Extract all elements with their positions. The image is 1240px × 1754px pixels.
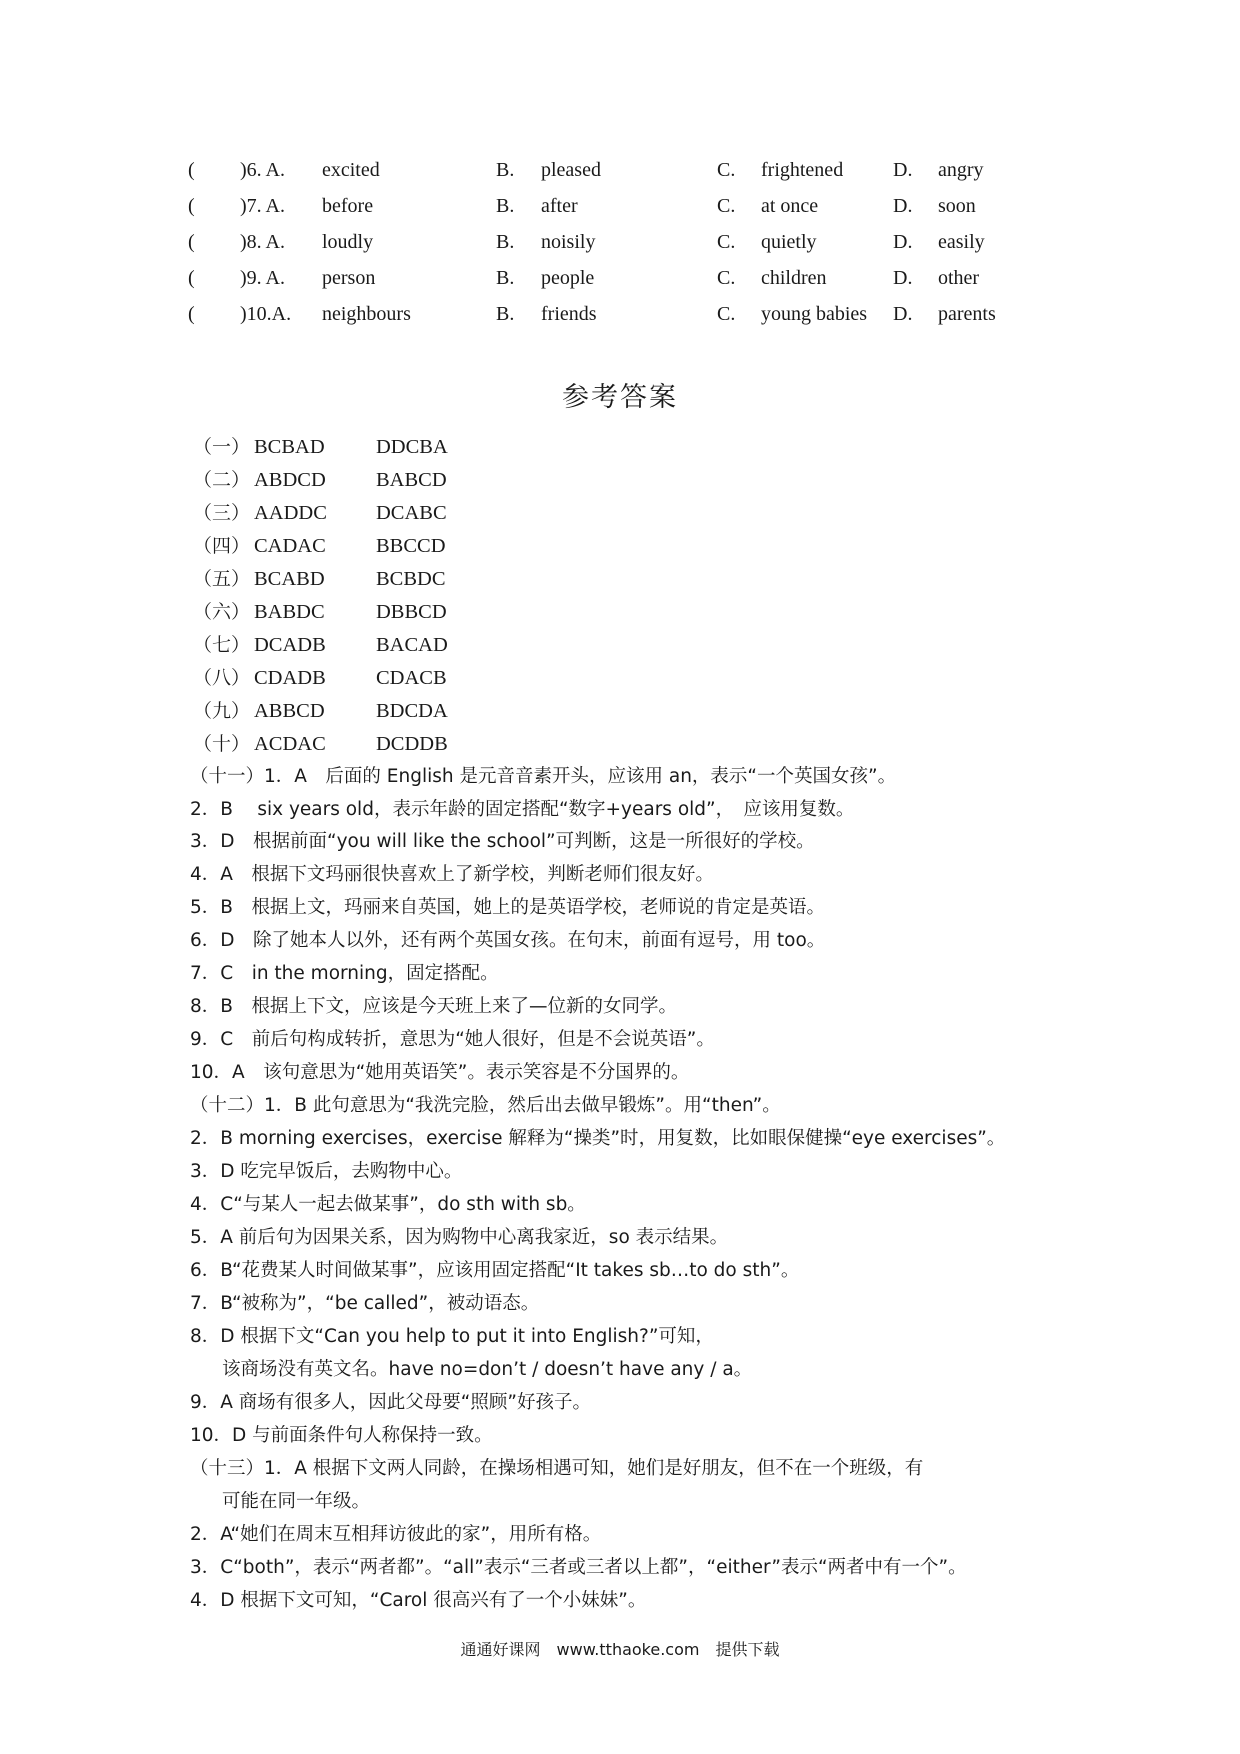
- answer-group-label: （二）: [193, 469, 251, 491]
- answer-group-second: DCABC: [376, 502, 447, 524]
- option-b-label: B.: [496, 195, 515, 217]
- answer-group-first: AADDC: [254, 502, 327, 524]
- explanation-line: 3．C“both”，表示“两者都”。“all”表示“三者或三者以上都”，“either”表示“两者中有一个”。: [190, 1557, 967, 1578]
- answer-group-second: BDCDA: [376, 700, 448, 722]
- option-c: quietly: [761, 231, 817, 253]
- option-a: neighbours: [322, 303, 411, 325]
- option-c: frightened: [761, 159, 844, 181]
- question-paren: (: [188, 231, 195, 253]
- option-d: soon: [938, 195, 976, 217]
- answer-group-label: （四）: [193, 535, 251, 557]
- question-row: [0, 155, 1240, 185]
- answer-group-label: （九）: [193, 700, 251, 722]
- explanation-line: 3．D 根据前面“you will like the school”可判断，这是一所很好的学校。: [190, 831, 815, 852]
- explanation-line: 10．A 该句意思为“她用英语笑”。表示笑容是不分国界的。: [190, 1062, 690, 1083]
- explanation-line: 4．A 根据下文玛丽很快喜欢上了新学校，判断老师们很友好。: [190, 864, 714, 885]
- explanation-line: 4．C“与某人一起去做某事”，do sth with sb。: [190, 1194, 586, 1215]
- explanation-line: 8．D 根据下文“Can you help to put it into English?”可知，: [190, 1326, 714, 1347]
- page-footer: 通通好课网 www.tthaoke.com 提供下载: [460, 1640, 780, 1659]
- answer-group-first: ABBCD: [254, 700, 325, 722]
- option-c-label: C.: [717, 303, 736, 325]
- option-c: young babies: [761, 303, 868, 325]
- explanation-line: 3．D 吃完早饭后，去购物中心。: [190, 1161, 463, 1182]
- option-c: at once: [761, 195, 819, 217]
- answer-group-first: BCBAD: [254, 436, 325, 458]
- answer-group-row: [0, 596, 1240, 628]
- answer-group-row: [0, 629, 1240, 661]
- answer-group-first: BCABD: [254, 568, 325, 590]
- explanation-line: 5．A 前后句为因果关系，因为购物中心离我家近，so 表示结果。: [190, 1227, 729, 1248]
- answer-group-second: CDACB: [376, 667, 447, 689]
- explanation-line: 该商场没有英文名。have no=don’t / doesn’t have any / a。: [222, 1359, 753, 1380]
- question-number: )8. A.: [240, 231, 285, 253]
- option-d: angry: [938, 159, 984, 181]
- explanation-line: 8．B 根据上下文，应该是今天班上来了—位新的女同学。: [190, 996, 677, 1017]
- option-b: people: [541, 267, 595, 289]
- answer-key-title: 参考答案: [562, 382, 678, 413]
- answer-group-row: [0, 464, 1240, 496]
- explanation-line: 6．B“花费某人时间做某事”，应该用固定搭配“It takes sb…to do sth”。: [190, 1260, 800, 1281]
- answer-group-row: [0, 662, 1240, 694]
- option-c-label: C.: [717, 159, 736, 181]
- explanation-line: 6．D 除了她本人以外，还有两个英国女孩。在句末，前面有逗号，用 too。: [190, 930, 826, 951]
- question-row: [0, 191, 1240, 221]
- option-d-label: D.: [893, 231, 913, 253]
- answer-group-first: ACDAC: [254, 733, 326, 755]
- option-a: person: [322, 267, 376, 289]
- answer-group-row: [0, 431, 1240, 463]
- answer-group-row: [0, 530, 1240, 562]
- answer-group-first: CADAC: [254, 535, 326, 557]
- answer-group-first: ABDCD: [254, 469, 326, 491]
- option-d-label: D.: [893, 159, 913, 181]
- answer-group-label: （八）: [193, 667, 251, 689]
- option-a: loudly: [322, 231, 374, 253]
- option-b-label: B.: [496, 267, 515, 289]
- answer-group-first: BABDC: [254, 601, 325, 623]
- explanation-line: （十一）1．A 后面的 English 是元音音素开头，应该用 an，表示“一个英国女孩”。: [190, 766, 897, 787]
- explanation-line: （十二）1．B 此句意思为“我洗完脸，然后出去做早锻炼”。用“then”。: [190, 1095, 781, 1116]
- option-d-label: D.: [893, 303, 913, 325]
- explanation-line: 可能在同一年级。: [222, 1491, 371, 1512]
- explanation-line: 2．A“她们在周末互相拜访彼此的家”，用所有格。: [190, 1524, 602, 1545]
- question-paren: (: [188, 267, 195, 289]
- question-row: [0, 263, 1240, 293]
- answer-group-first: CDADB: [254, 667, 326, 689]
- question-number: )10.A.: [240, 303, 292, 325]
- option-c-label: C.: [717, 231, 736, 253]
- answer-group-label: （五）: [193, 568, 251, 590]
- option-c: children: [761, 267, 827, 289]
- question-row: [0, 299, 1240, 329]
- explanation-line: 7．B“被称为”，“be called”，被动语态。: [190, 1293, 540, 1314]
- explanation-line: 2．B morning exercises，exercise 解释为“操类”时，用复数，比如眼保健操“eye exercises”。: [190, 1128, 1006, 1149]
- explanation-line: 9．C 前后句构成转折，意思为“她人很好，但是不会说英语”。: [190, 1029, 715, 1050]
- option-b: after: [541, 195, 578, 217]
- answer-group-row: [0, 497, 1240, 529]
- answer-group-second: BACAD: [376, 634, 448, 656]
- option-b-label: B.: [496, 159, 515, 181]
- answer-group-row: [0, 563, 1240, 595]
- option-b: pleased: [541, 159, 601, 181]
- answer-group-first: DCADB: [254, 634, 326, 656]
- option-c-label: C.: [717, 267, 736, 289]
- answer-group-label: （三）: [193, 502, 251, 524]
- option-d: easily: [938, 231, 985, 253]
- answer-group-second: BABCD: [376, 469, 447, 491]
- answer-group-label: （六）: [193, 601, 251, 623]
- option-b: noisily: [541, 231, 596, 253]
- question-paren: (: [188, 303, 195, 325]
- option-d: other: [938, 267, 980, 289]
- explanation-line: 4．D 根据下文可知，“Carol 很高兴有了一个小妹妹”。: [190, 1590, 647, 1611]
- question-number: )7. A.: [240, 195, 285, 217]
- question-row: [0, 227, 1240, 257]
- answer-group-second: DCDDB: [376, 733, 448, 755]
- option-c-label: C.: [717, 195, 736, 217]
- answer-group-second: DBBCD: [376, 601, 447, 623]
- option-b: friends: [541, 303, 597, 325]
- question-paren: (: [188, 159, 195, 181]
- option-d-label: D.: [893, 195, 913, 217]
- question-number: )6. A.: [240, 159, 285, 181]
- answer-group-label: （十）: [193, 733, 251, 755]
- option-a: excited: [322, 159, 380, 181]
- answer-group-second: DDCBA: [376, 436, 448, 458]
- answer-group-second: BCBDC: [376, 568, 446, 590]
- answer-group-label: （一）: [193, 436, 251, 458]
- answer-group-label: （七）: [193, 634, 251, 656]
- question-paren: (: [188, 195, 195, 217]
- answer-group-second: BBCCD: [376, 535, 446, 557]
- explanation-line: 7．C in the morning，固定搭配。: [190, 963, 499, 984]
- explanation-line: 2．B six years old，表示年龄的固定搭配“数字+years old”， 应该用复数。: [190, 799, 855, 820]
- option-b-label: B.: [496, 303, 515, 325]
- option-d-label: D.: [893, 267, 913, 289]
- explanation-line: 9．A 商场有很多人，因此父母要“照顾”好孩子。: [190, 1392, 591, 1413]
- option-d: parents: [938, 303, 996, 325]
- explanation-line: 5．B 根据上文，玛丽来自英国，她上的是英语学校，老师说的肯定是英语。: [190, 897, 825, 918]
- option-a: before: [322, 195, 374, 217]
- answer-group-row: [0, 728, 1240, 760]
- answer-group-row: [0, 695, 1240, 727]
- explanation-line: 10．D 与前面条件句人称保持一致。: [190, 1425, 493, 1446]
- option-b-label: B.: [496, 231, 515, 253]
- question-number: )9. A.: [240, 267, 285, 289]
- explanation-line: （十三）1．A 根据下文两人同龄，在操场相遇可知，她们是好朋友，但不在一个班级，有: [190, 1458, 924, 1479]
